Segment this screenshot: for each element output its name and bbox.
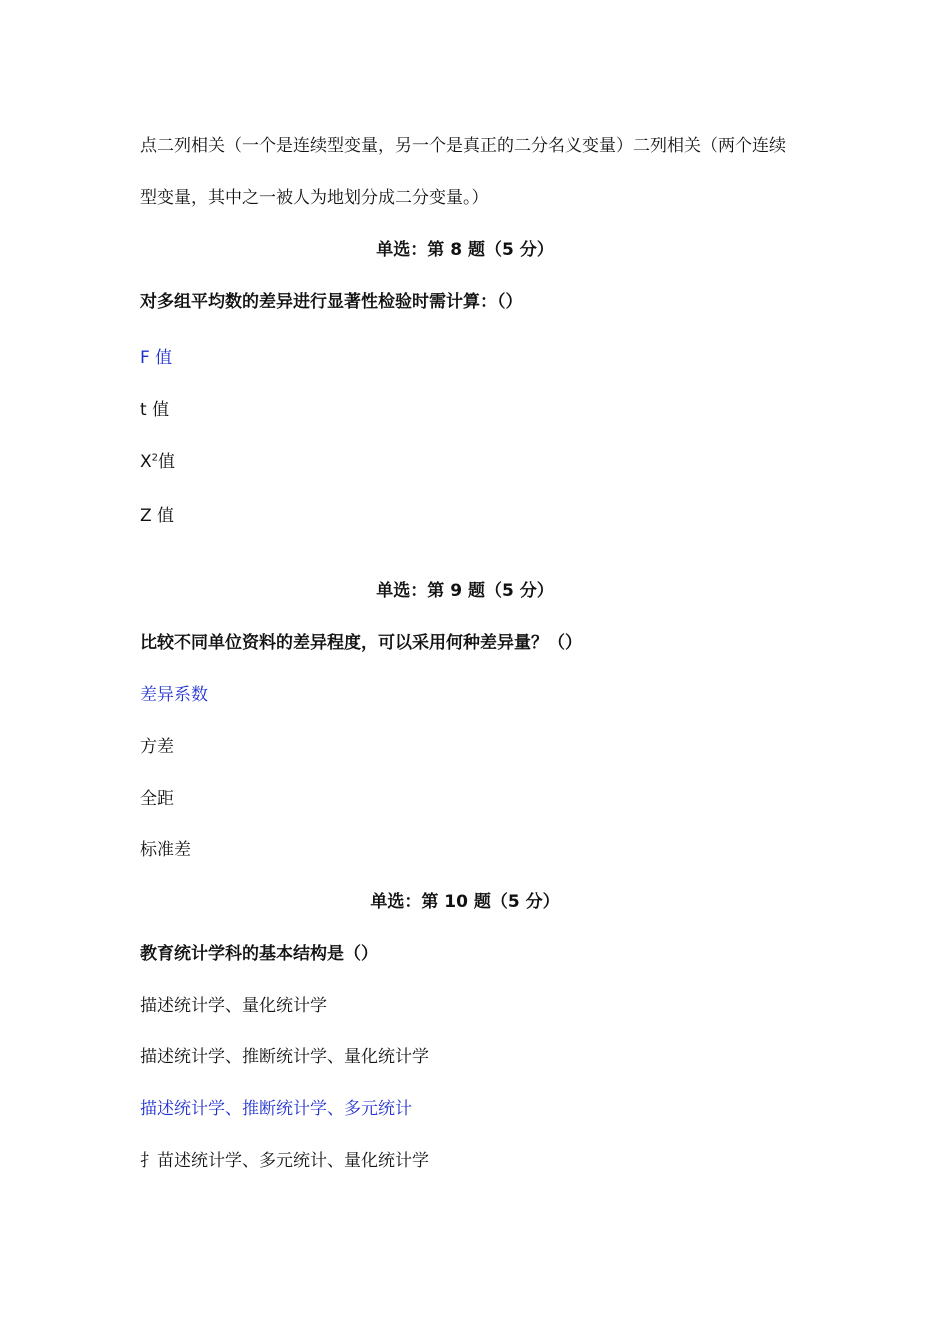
q9-option-d: 标准差 bbox=[140, 840, 191, 860]
q9-option-c: 全距 bbox=[140, 789, 174, 809]
intro-line-2: 型变量，其中之一被人为地划分成二分变量。） bbox=[140, 188, 489, 208]
q10-option-c: 描述统计学、推断统计学、多元统计 bbox=[140, 1099, 412, 1119]
q8-option-b: t 值 bbox=[140, 400, 170, 420]
q8-option-a: F 值 bbox=[140, 348, 173, 368]
q8-option-c: $X^2$值 bbox=[140, 452, 176, 472]
q10-option-a: 描述统计学、量化统计学 bbox=[140, 996, 327, 1016]
q8-heading: 单选：第 8 题（5 分） bbox=[376, 240, 554, 260]
q10-option-b: 描述统计学、推断统计学、量化统计学 bbox=[140, 1047, 429, 1067]
q9-question: 比较不同单位资料的差异程度，可以采用何种差异量？（） bbox=[140, 633, 582, 653]
q8-question: 对多组平均数的差异进行显著性检验时需计算：（） bbox=[140, 292, 523, 312]
q10-question: 教育统计学科的基本结构是（） bbox=[140, 944, 378, 964]
q10-option-d: 扌苗述统计学、多元统计、量化统计学 bbox=[140, 1151, 429, 1171]
intro-line-1: 点二列相关（一个是连续型变量，另一个是真正的二分名义变量）二列相关（两个连续 bbox=[140, 136, 786, 156]
q8-option-d: Z 值 bbox=[140, 506, 175, 526]
q10-heading: 单选：第 10 题（5 分） bbox=[370, 892, 560, 912]
q9-option-a: 差异系数 bbox=[140, 685, 208, 705]
q9-option-b: 方差 bbox=[140, 737, 174, 757]
q9-heading: 单选：第 9 题（5 分） bbox=[376, 581, 554, 601]
